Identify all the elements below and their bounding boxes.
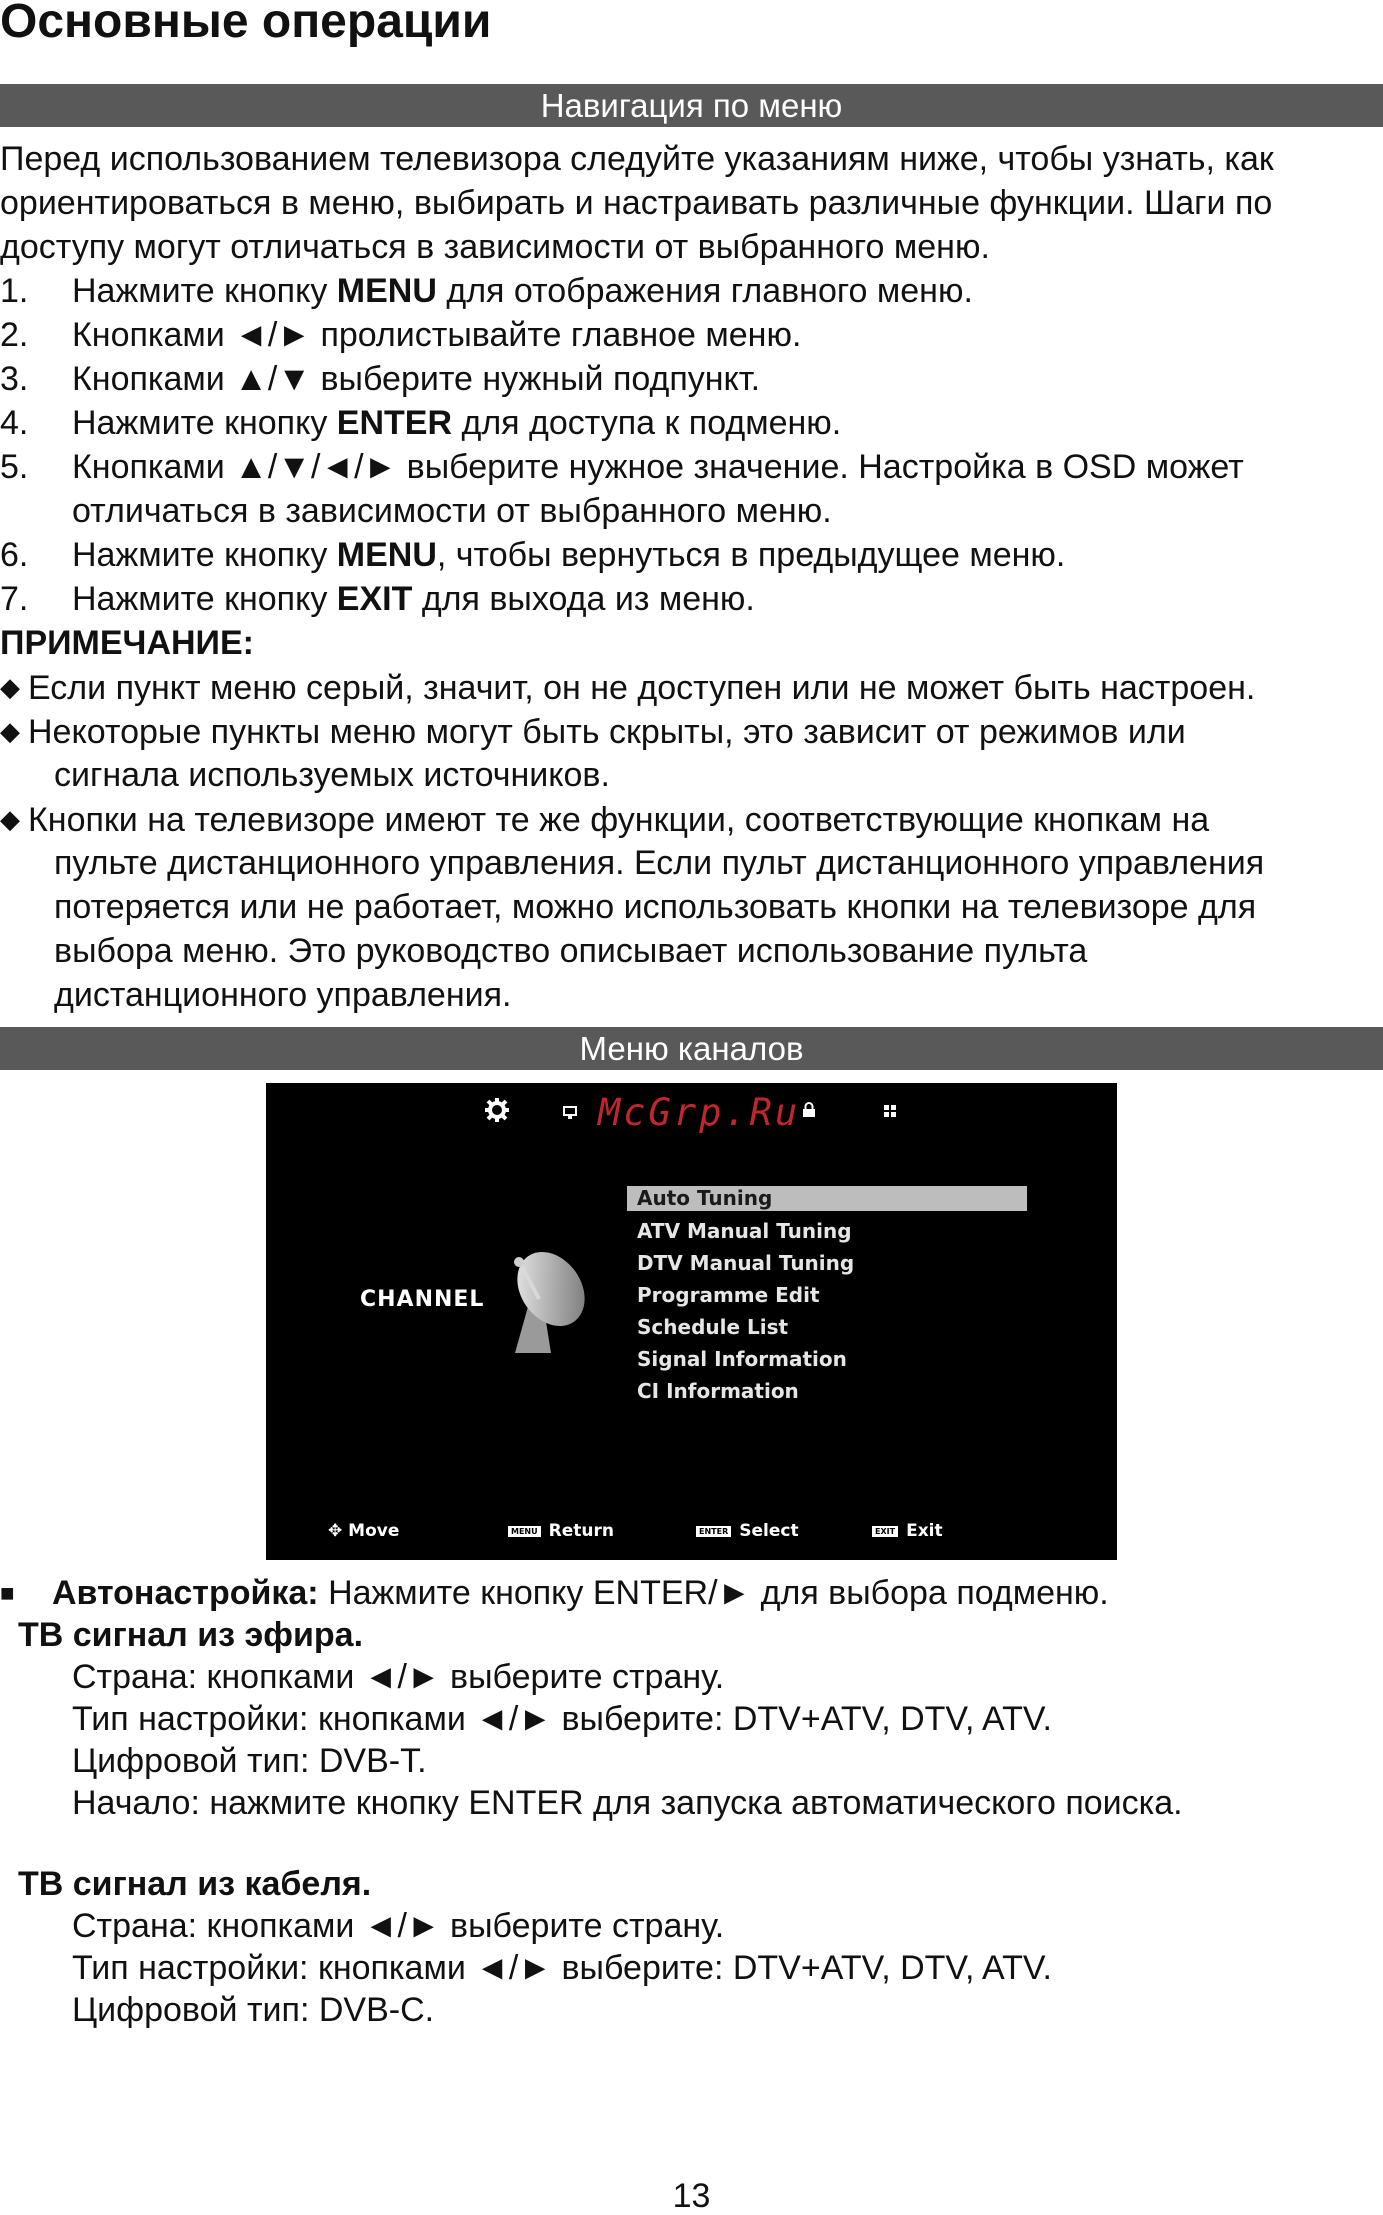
note-item: ◆ Кнопки на телевизоре имеют те же функции, соответствующие кнопкам на (0, 801, 1210, 839)
cable-signal-title: ТВ сигнал из кабеля. (18, 1865, 372, 1903)
settings-gear-icon (484, 1097, 510, 1129)
footer-move: ✥ Move (328, 1521, 400, 1541)
diamond-bullet-icon: ◆ (0, 804, 20, 834)
note-item: ◆ Если пункт меню серый, значит, он не доступен или не может быть настроен. (0, 669, 1256, 707)
step-number: 1. (0, 272, 29, 310)
step-text: Кнопками ◄/► пролистывайте главное меню. (72, 316, 802, 354)
step-number: 6. (0, 536, 29, 574)
air-signal-title: ТВ сигнал из эфира. (18, 1616, 364, 1654)
footer-return: MENU Return (508, 1521, 614, 1541)
cable-signal-line: Страна: кнопками ◄/► выберите страну. (72, 1907, 725, 1945)
auto-tuning-line: ■ Автонастройка: Нажмите кнопку ENTER/► для выбора подменю. (0, 1574, 1109, 1612)
menu-item-signal-information[interactable]: Signal Information (637, 1347, 847, 1371)
menu-item-ci-information[interactable]: CI Information (637, 1379, 799, 1403)
exit-key-icon: EXIT (872, 1526, 898, 1537)
section-header-menu-navigation: Навигация по меню (0, 84, 1383, 127)
menu-item-dtv-manual-tuning[interactable]: DTV Manual Tuning (637, 1251, 855, 1275)
section-header-channel-menu: Меню каналов (0, 1027, 1383, 1070)
step-text: Кнопками ▲/▼/◄/► выберите нужное значение. Настройка в OSD может (72, 448, 1244, 486)
cable-signal-line: Цифровой тип: DVB-C. (72, 1991, 435, 2029)
menu-item-schedule-list[interactable]: Schedule List (637, 1315, 789, 1339)
air-signal-line: Тип настройки: кнопками ◄/► выберите: DTV+ATV, DTV, ATV. (72, 1700, 1052, 1738)
footer-select: ENTER Select (696, 1521, 799, 1541)
note-item-continued: дистанционного управления. (54, 976, 512, 1014)
note-item-continued: сигнала используемых источников. (54, 756, 610, 794)
page-number: 13 (672, 2177, 711, 2215)
menu-item-programme-edit[interactable]: Programme Edit (637, 1283, 820, 1307)
note-item: ◆ Некоторые пункты меню могут быть скрыты, это зависит от режимов или (0, 713, 1186, 751)
diamond-bullet-icon: ◆ (0, 672, 20, 702)
step-text: Нажмите кнопку ENTER для доступа к подменю. (72, 404, 842, 442)
intro-line: доступу могут отличаться в зависимости от выбранного меню. (0, 228, 990, 266)
step-text: отличаться в зависимости от выбранного меню. (72, 492, 832, 530)
enter-key-icon: ENTER (696, 1526, 731, 1537)
cable-signal-line: Тип настройки: кнопками ◄/► выберите: DTV+ATV, DTV, ATV. (72, 1949, 1052, 1987)
footer-exit: EXIT Exit (872, 1521, 943, 1541)
note-item-continued: потеряется или не работает, можно использовать кнопки на телевизоре для (54, 888, 1257, 926)
channel-menu-screenshot (266, 1083, 1117, 1560)
step-number: 7. (0, 580, 29, 618)
step-number: 3. (0, 360, 29, 398)
menu-key-icon: MENU (508, 1526, 541, 1537)
watermark: McGrp.Ru (598, 1091, 801, 1134)
step-number: 4. (0, 404, 29, 442)
air-signal-line: Начало: нажмите кнопку ENTER для запуска автоматического поиска. (72, 1784, 1183, 1822)
step-number: 5. (0, 448, 29, 486)
intro-line: Перед использованием телевизора следуйте указаниям ниже, чтобы узнать, как (0, 140, 1274, 178)
step-number: 2. (0, 316, 29, 354)
lock-icon (802, 1099, 816, 1124)
channel-label: CHANNEL (360, 1287, 485, 1312)
step-text: Нажмите кнопку EXIT для выхода из меню. (72, 580, 755, 618)
note-label: ПРИМЕЧАНИЕ: (0, 624, 254, 662)
diamond-bullet-icon: ◆ (0, 716, 20, 746)
step-text: Нажмите кнопку MENU для отображения главного меню. (72, 272, 973, 310)
air-signal-line: Страна: кнопками ◄/► выберите страну. (72, 1658, 725, 1696)
step-text: Кнопками ▲/▼ выберите нужный подпункт. (72, 360, 761, 398)
intro-line: ориентироваться в меню, выбирать и настраивать различные функции. Шаги по (0, 184, 1273, 222)
picture-tab-icon (563, 1101, 577, 1126)
note-item-continued: пульте дистанционного управления. Если пульт дистанционного управления (54, 844, 1265, 882)
page-title: Основные операции (0, 0, 492, 48)
apps-grid-icon (883, 1099, 897, 1124)
move-arrows-icon: ✥ (328, 1521, 349, 1541)
air-signal-line: Цифровой тип: DVB-T. (72, 1742, 427, 1780)
step-text: Нажмите кнопку MENU, чтобы вернуться в предыдущее меню. (72, 536, 1066, 574)
square-bullet-icon: ■ (0, 1580, 15, 1607)
menu-item-atv-manual-tuning[interactable]: ATV Manual Tuning (637, 1219, 852, 1243)
menu-item-auto-tuning[interactable]: Auto Tuning (627, 1186, 1027, 1211)
channel-submenu (627, 1186, 1027, 1407)
satellite-dish-icon (499, 1245, 589, 1355)
note-item-continued: выбора меню. Это руководство описывает использование пульта (54, 932, 1088, 970)
